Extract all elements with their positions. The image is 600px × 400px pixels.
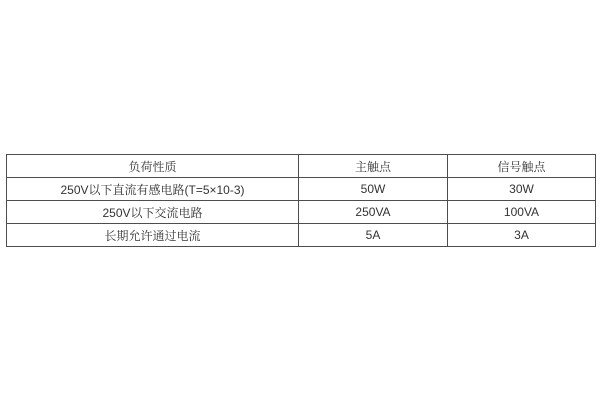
table-row xyxy=(7,178,596,201)
header-signal-contact: 信号触点 xyxy=(448,155,596,178)
table-row xyxy=(7,224,596,247)
cell-signal-contact: 30W xyxy=(448,178,596,201)
table-header-row xyxy=(7,155,596,178)
cell-signal-contact: 3A xyxy=(448,224,596,247)
cell-main-contact: 50W xyxy=(299,178,448,201)
cell-main-contact: 5A xyxy=(299,224,448,247)
cell-load-nature: 长期允许通过电流 xyxy=(7,224,299,247)
cell-signal-contact: 100VA xyxy=(448,201,596,224)
cell-main-contact: 250VA xyxy=(299,201,448,224)
table-row xyxy=(7,201,596,224)
header-load-nature: 负荷性质 xyxy=(7,155,299,178)
cell-load-nature: 250V以下交流电路 xyxy=(7,201,299,224)
load-spec-table xyxy=(6,154,596,247)
header-main-contact: 主触点 xyxy=(299,155,448,178)
cell-load-nature: 250V以下直流有感电路(T=5×10-3) xyxy=(7,178,299,201)
